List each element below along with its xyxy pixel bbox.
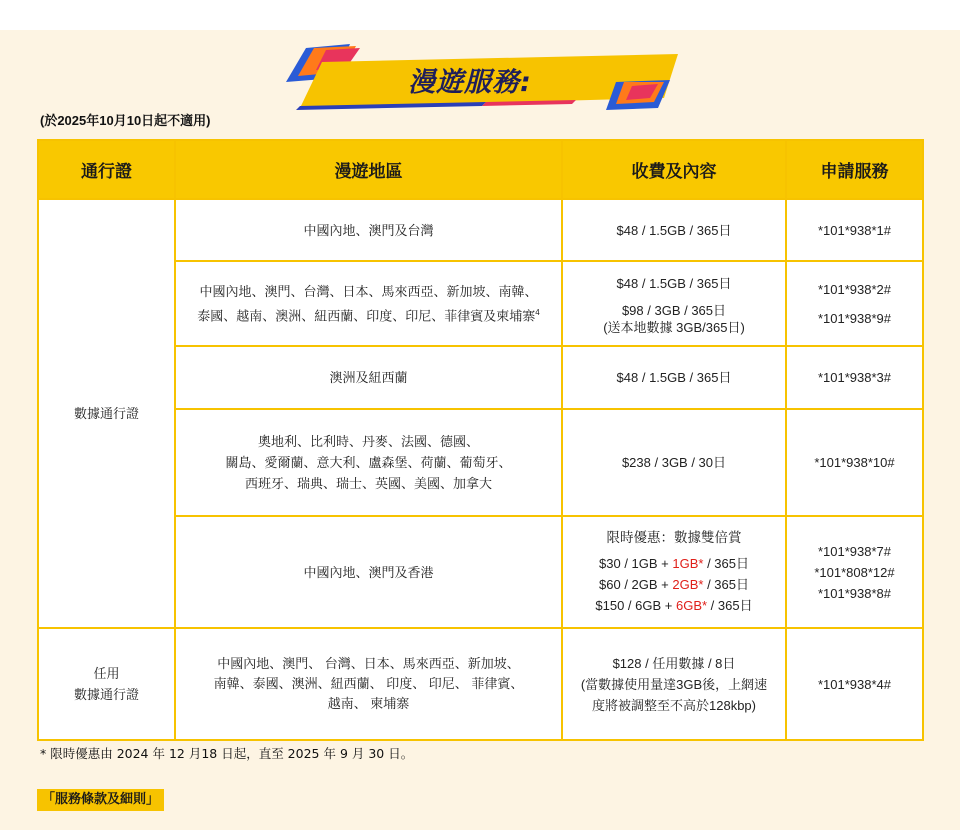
region-line: 越南、 柬埔寨 xyxy=(327,696,410,711)
price-line: $98 / 3GB / 365日 xyxy=(621,302,727,318)
price-cell xyxy=(562,628,786,740)
promo-bonus: 2GB* xyxy=(672,577,704,592)
service-code[interactable]: *101*808*12# xyxy=(814,564,895,580)
promo-duration: / 365日 xyxy=(703,556,749,571)
region-cell xyxy=(175,628,562,740)
price-cell xyxy=(562,409,786,516)
region-line: 中國內地、澳門、 台灣、日本、馬來西亞、新加坡、 xyxy=(217,656,520,671)
region-cell xyxy=(175,409,562,516)
region-line xyxy=(176,302,561,326)
price-line: 度將被調整至不高於128kbp) xyxy=(592,697,756,713)
roaming-table xyxy=(37,139,924,741)
price-line: (當數據使用量達3GB後，上網速 xyxy=(580,676,768,692)
code-cell xyxy=(786,628,923,740)
region-line: 中國內地、澳門及香港 xyxy=(303,564,434,580)
table-row xyxy=(38,199,923,261)
promo-price: $60 / 2GB + xyxy=(599,577,673,592)
code-cell xyxy=(786,199,923,261)
region-cell xyxy=(175,199,562,261)
service-code[interactable]: *101*938*4# xyxy=(817,676,892,692)
price-line: $48 / 1.5GB / 365日 xyxy=(616,222,732,238)
region-cell xyxy=(175,516,562,628)
header-region: 漫遊地區 xyxy=(175,140,562,199)
top-strip xyxy=(0,0,960,30)
data-pass-cell: 數據通行證 xyxy=(38,199,175,628)
header-pass: 通行證 xyxy=(38,140,175,199)
price-cell xyxy=(562,199,786,261)
promo-bonus: 6GB* xyxy=(675,598,708,613)
code-cell xyxy=(786,409,923,516)
price-cell xyxy=(562,516,786,628)
promo-line xyxy=(563,553,785,574)
service-code[interactable]: *101*938*2# xyxy=(817,281,892,297)
price-line: $48 / 1.5GB / 365日 xyxy=(616,275,732,291)
unlimited-pass-cell xyxy=(38,628,175,740)
promo-price: $150 / 6GB + xyxy=(595,598,676,613)
promo-line xyxy=(563,574,785,595)
promo-title: 限時優惠：數據雙倍賞 xyxy=(606,530,742,546)
promo-duration: / 365日 xyxy=(703,577,749,592)
price-line: $238 / 3GB / 30日 xyxy=(621,455,727,470)
region-cell xyxy=(175,261,562,346)
price-cell xyxy=(562,261,786,346)
price-line: (送本地數據 3GB/365日) xyxy=(603,319,745,335)
promo-footnote: * 限時優惠由 2024 年 12 月18 日起，直至 2025 年 9 月 30 日。 xyxy=(40,746,414,761)
code-cell xyxy=(786,516,923,628)
region-line: 中國內地、澳門、台灣、日本、馬來西亞、新加坡、南韓、 xyxy=(199,283,538,299)
region-line: 奧地利、比利時、丹麥、法國、德國、 xyxy=(257,434,479,449)
pass-line: 任用 xyxy=(93,666,120,681)
service-code[interactable]: *101*938*10# xyxy=(814,455,895,470)
region-line: 澳洲及紐西蘭 xyxy=(329,370,408,385)
promo-duration: / 365日 xyxy=(707,598,753,613)
service-code[interactable]: *101*938*9# xyxy=(817,310,892,326)
pass-line: 數據通行證 xyxy=(73,687,139,702)
banner-title: 漫遊服務: xyxy=(408,67,532,98)
service-code[interactable]: *101*938*3# xyxy=(817,370,892,385)
region-line: 南韓、泰國、澳洲、紐西蘭、 印度、 印尼、 菲律賓、 xyxy=(213,676,524,691)
promo-line xyxy=(563,595,785,616)
effective-date-note: (於2025年10月10日起不適用) xyxy=(40,113,211,128)
promo-price: $30 / 1GB + xyxy=(599,556,673,571)
service-code[interactable]: *101*938*8# xyxy=(817,585,892,601)
region-line: 西班牙、瑞典、瑞士、英國、美國、加拿大 xyxy=(244,476,492,491)
region-text: 泰國、越南、澳洲、紐西蘭、印度、印尼、菲律賓及柬埔寨 xyxy=(197,308,536,324)
header-apply: 申請服務 xyxy=(786,140,923,199)
price-cell xyxy=(562,346,786,409)
table-header-row xyxy=(38,140,923,199)
code-cell xyxy=(786,261,923,346)
table-row xyxy=(38,628,923,740)
region-line: 關島、愛爾蘭、意大利、盧森堡、荷蘭、葡萄牙、 xyxy=(225,455,512,470)
price-line: $48 / 1.5GB / 365日 xyxy=(616,370,732,385)
service-code[interactable]: *101*938*7# xyxy=(817,543,892,559)
code-cell xyxy=(786,346,923,409)
price-line: $128 / 任用數據 / 8日 xyxy=(612,655,736,671)
region-line: 中國內地、澳門及台灣 xyxy=(303,222,434,238)
promo-bonus: 1GB* xyxy=(672,556,704,571)
region-cell xyxy=(175,346,562,409)
terms-link[interactable]: 「服務條款及細則」 xyxy=(37,789,164,811)
header-price: 收費及內容 xyxy=(562,140,786,199)
service-code[interactable]: *101*938*1# xyxy=(817,222,892,238)
footnote-marker: 4 xyxy=(535,307,540,317)
